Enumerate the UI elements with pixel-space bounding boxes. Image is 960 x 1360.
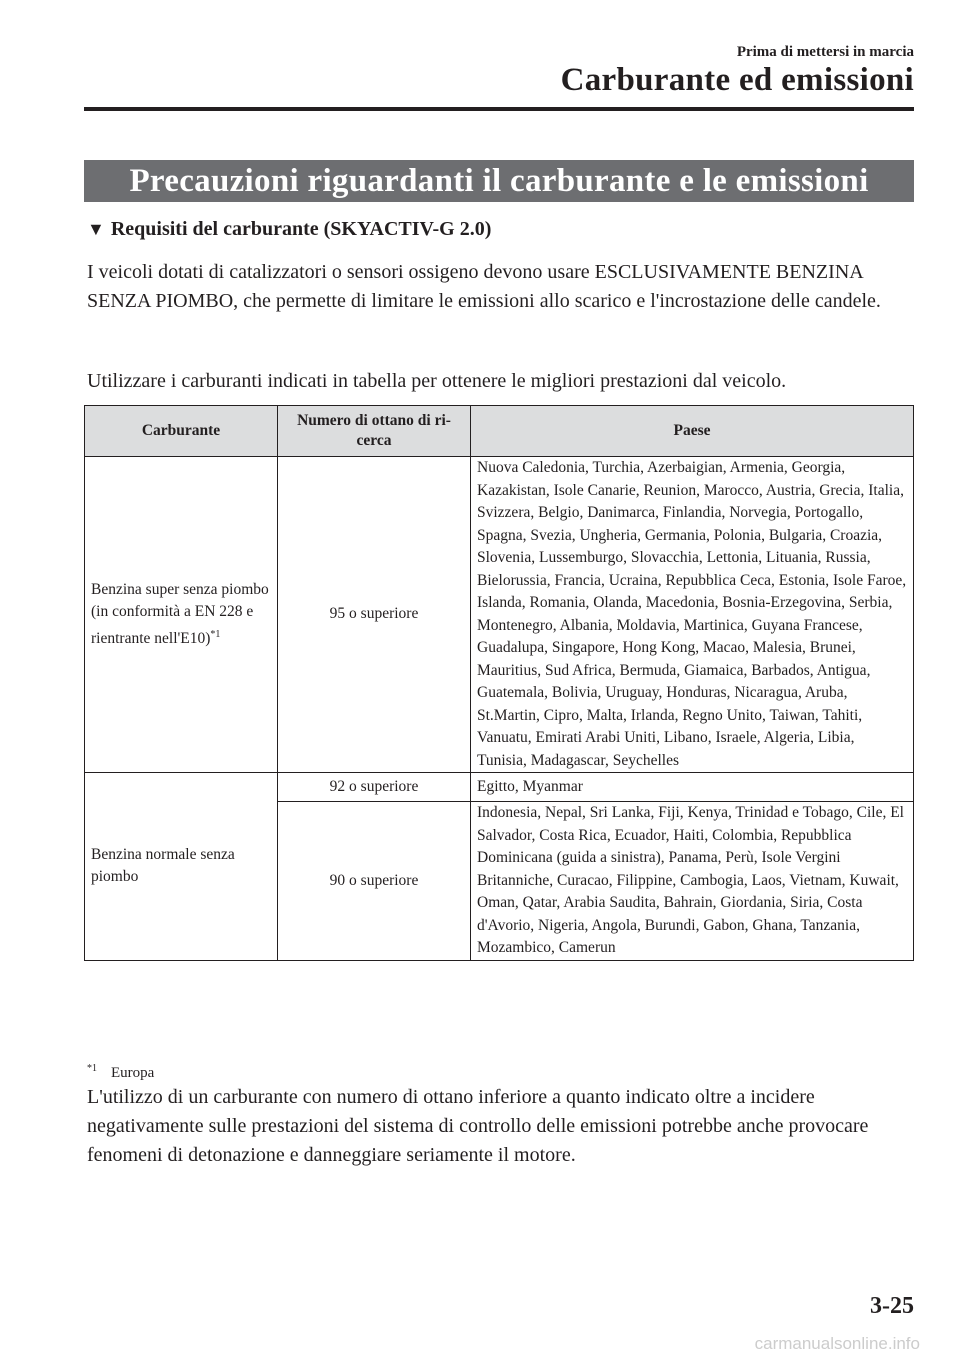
countries-cell: Nuova Caledonia, Turchia, Azerbaigian, Armenia, Georgia, Kazakistan, Isole Canarie, Reunion, Marocco, Austria, Grecia, Italia, Svizzera, Belgio, Danimarca, Finlandia, Norvegia, Portogallo, Spagna, Svezia, Ungheria, Germania, Polonia, Bulgaria, Croazia, Slovenia, Lussemburgo, Slovacchia, Lettonia, Lituania, Russia, Bielorussia, Francia, Ucraina, Repubblica Ceca, Estonia, Isole Faroe, Islanda, Romania, Olanda, Macedonia, Bosnia-Erzegovina, Serbia, Montenegro, Albania, Moldavia, Martinica, Guyana Francese, Guadalupa, Singapore, Hong Kong, Macao, Malesia, Brunei, Mauritius, Sud Africa, Bermuda, Giamaica, Barbados, Antigua, Guatemala, Bolivia, Uruguay, Honduras, Nicaragua, Aruba, St.Martin, Cipro, Malta, Irlanda, Regno Unito, Taiwan, Tahiti, Vanuatu, Emirati Arabi Uniti, Libano, Israele, Algeria, Libia, Tunisia, Madagascar, Seychelles <box>471 457 914 773</box>
footnote-text: Europa <box>111 1065 155 1081</box>
footnote <box>87 1063 154 1082</box>
footnote-marker: *1 <box>87 1063 97 1074</box>
table-row <box>85 457 914 773</box>
watermark: carmanualsonline.info <box>754 1334 920 1353</box>
octane-cell: 92 o superiore <box>278 773 471 802</box>
footnote-ref: *1 <box>210 628 221 640</box>
warning-paragraph: L'utilizzo di un carburante con numero di ottano inferiore a quanto indicato oltre a incidere negativamente sulle prestazioni del sistema di controllo delle emissioni potrebbe anche provocare fenomeni di detonazione e danneggiare seriamente il motore. <box>87 1086 869 1166</box>
table-header-row <box>85 406 914 457</box>
intro-paragraph: I veicoli dotati di catalizzatori o sensori ossigeno devono usare ESCLUSIVAMENTE BENZINA SENZA PIOMBO, che permette di limitare le emissioni allo scarico e l'incrostazione delle candele. <box>87 261 881 312</box>
fuel-cell: Benzina normale senza piombo <box>85 773 278 961</box>
section-title: Prima di mettersi in marcia <box>736 44 914 60</box>
countries-cell: Indonesia, Nepal, Sri Lanka, Fiji, Kenya, Trinidad e Tobago, Cile, El Salvador, Costa Rica, Ecuador, Haiti, Colombia, Repubblica Dominicana (guida a sinistra), Panama, Perù, Isole Vergini Britanniche, Curacao, Filippine, Cambogia, Laos, Vietnam, Kuwait, Oman, Qatar, Arabia Saudita, Bahrain, Giordania, Siria, Costa d'Avorio, Nigeria, Angola, Burundi, Gabon, Ghana, Tanzania, Mozambico, Camerun <box>471 802 914 961</box>
header-divider <box>84 107 914 111</box>
fuel-cell <box>85 457 278 773</box>
octane-cell: 95 o superiore <box>278 457 471 773</box>
fuel-name-text: Benzina super senza piombo (in conformità a EN 228 e rientrante nell'E10) <box>91 580 269 647</box>
page-number: 3-25 <box>870 1293 914 1319</box>
triangle-marker-icon: ▼ <box>87 219 105 239</box>
header-octane: Numero di ottano di ri-cerca <box>278 406 471 457</box>
header-country: Paese <box>471 406 914 457</box>
table-row <box>85 773 914 802</box>
octane-cell: 90 o superiore <box>278 802 471 961</box>
fuel-requirements-table <box>84 405 914 961</box>
section-banner: Precauzioni riguardanti il carburante e le emissioni <box>84 160 914 202</box>
chapter-title: Carburante ed emissioni <box>560 62 914 98</box>
subheading-text: Requisiti del carburante (SKYACTIV-G 2.0) <box>110 218 492 240</box>
usage-paragraph: Utilizzare i carburanti indicati in tabella per ottenere le migliori prestazioni dal veicolo. <box>87 370 787 392</box>
header-fuel: Carburante <box>85 406 278 457</box>
countries-cell: Egitto, Myanmar <box>471 773 914 802</box>
subheading <box>87 218 491 241</box>
